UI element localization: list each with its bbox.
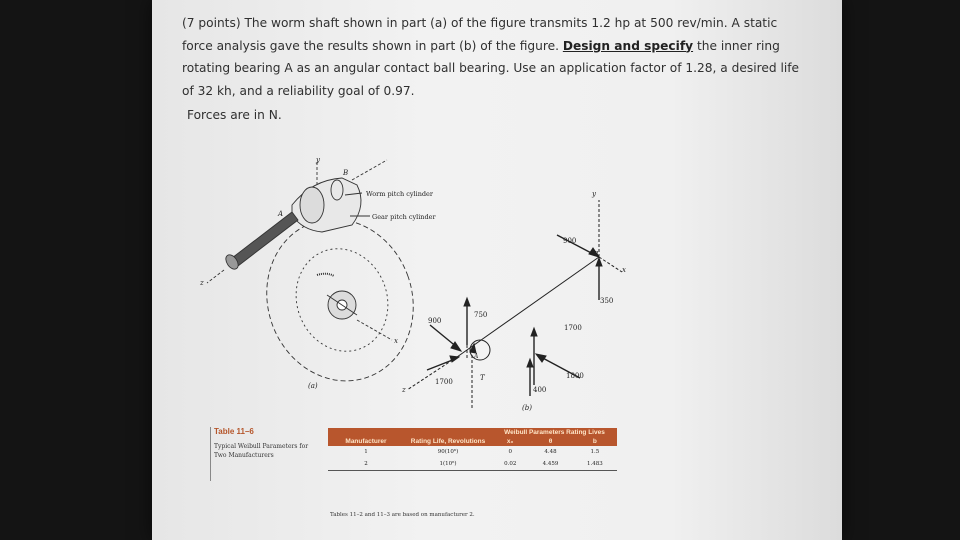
fig-b-f350: 350 (600, 297, 614, 305)
col-theta: θ (548, 438, 553, 445)
cell-manufacturer: 1 (364, 449, 368, 455)
cell-theta: 4.48 (544, 449, 557, 455)
force-1700-at-a (427, 359, 455, 370)
table-footnote: Tables 11–2 and 11–3 are based on manufacturer 2. (330, 512, 475, 518)
fig-a-axis-y: y (316, 156, 320, 164)
fig-b-f750: 750 (474, 311, 488, 319)
fig-b-point-a: A (474, 353, 479, 360)
table-11-6-heading (214, 427, 314, 460)
cell-theta: 4.459 (528, 458, 572, 471)
cell-manufacturer: 2 (328, 458, 404, 471)
fig-b-point-b: B (594, 251, 599, 258)
label-gear-pitch-cylinder: Gear pitch cylinder (372, 213, 436, 221)
fig-a-axis-x: x (394, 337, 398, 345)
col-x0: x₀ (506, 438, 514, 445)
table-header-row (328, 437, 617, 446)
forces-note: Forces are in N. (187, 108, 282, 122)
problem-text-part1: (7 points) The worm shaft shown in part (a) of the figure transmits 1.2 hp at 500 rev/min. A static force analysis gave the results shown in part (b) of the figure. (182, 16, 778, 53)
cell-x0: 0 (508, 449, 512, 455)
design-specify-emphasis: Design and specify (562, 38, 694, 53)
fig-a-caption: (a) (308, 382, 318, 390)
col-manufacturer: Manufacturer (345, 438, 387, 445)
shaft-line (457, 257, 599, 357)
label-worm-pitch-cylinder: Worm pitch cylinder (366, 190, 434, 198)
col-b: b (592, 438, 597, 445)
table-title: Table 11–6 (214, 427, 254, 436)
table-caption: Typical Weibull Parameters for Two Manufacturers (214, 443, 309, 459)
table-row (328, 458, 617, 471)
table-row (328, 446, 617, 458)
fig-b-axis-x: x (622, 266, 626, 274)
weibull-parameters-table (328, 428, 617, 471)
fig-b-f1700-a: 1700 (435, 378, 453, 386)
cell-rating-life: 1(10⁶) (404, 458, 492, 471)
cell-rating-life: 90(10⁶) (437, 449, 459, 455)
fig-b-torque: T (480, 374, 485, 382)
table-header-row-group (328, 428, 617, 437)
fig-a-axis-z: z (200, 279, 204, 287)
cell-b: 1.5 (590, 449, 600, 455)
fig-b-axis-y: y (592, 190, 596, 198)
fig-b-axis-z: z (402, 386, 406, 394)
problem-text-part2: the inner ring rotating bearing A as an angular contact ball bearing. Use an application factor of 1.28, a desired life of 32 kh, and a reliability goal of 0.97. (182, 38, 800, 98)
fig-b-f900-a: 900 (428, 317, 442, 325)
weibull-group-header: Weibull Parameters Rating Lives (504, 429, 605, 436)
fig-b-caption: (b) (522, 404, 532, 412)
col-rating-life: Rating Life, Revolutions (410, 438, 486, 445)
cell-x0: 0.02 (492, 458, 528, 471)
fig-b-f1700-b: 1700 (564, 324, 582, 332)
fig-b-f900-top: 900 (563, 237, 577, 245)
table-side-rule (210, 427, 211, 481)
document-page (152, 0, 842, 540)
fig-b-f400: 400 (533, 386, 547, 394)
fig-a-point-b: B (343, 169, 349, 177)
cell-b: 1.483 (573, 458, 617, 471)
fig-b-f1800: 1800 (566, 372, 584, 380)
fig-a-point-a: A (278, 210, 284, 218)
worm-shaft-figure (152, 0, 842, 420)
